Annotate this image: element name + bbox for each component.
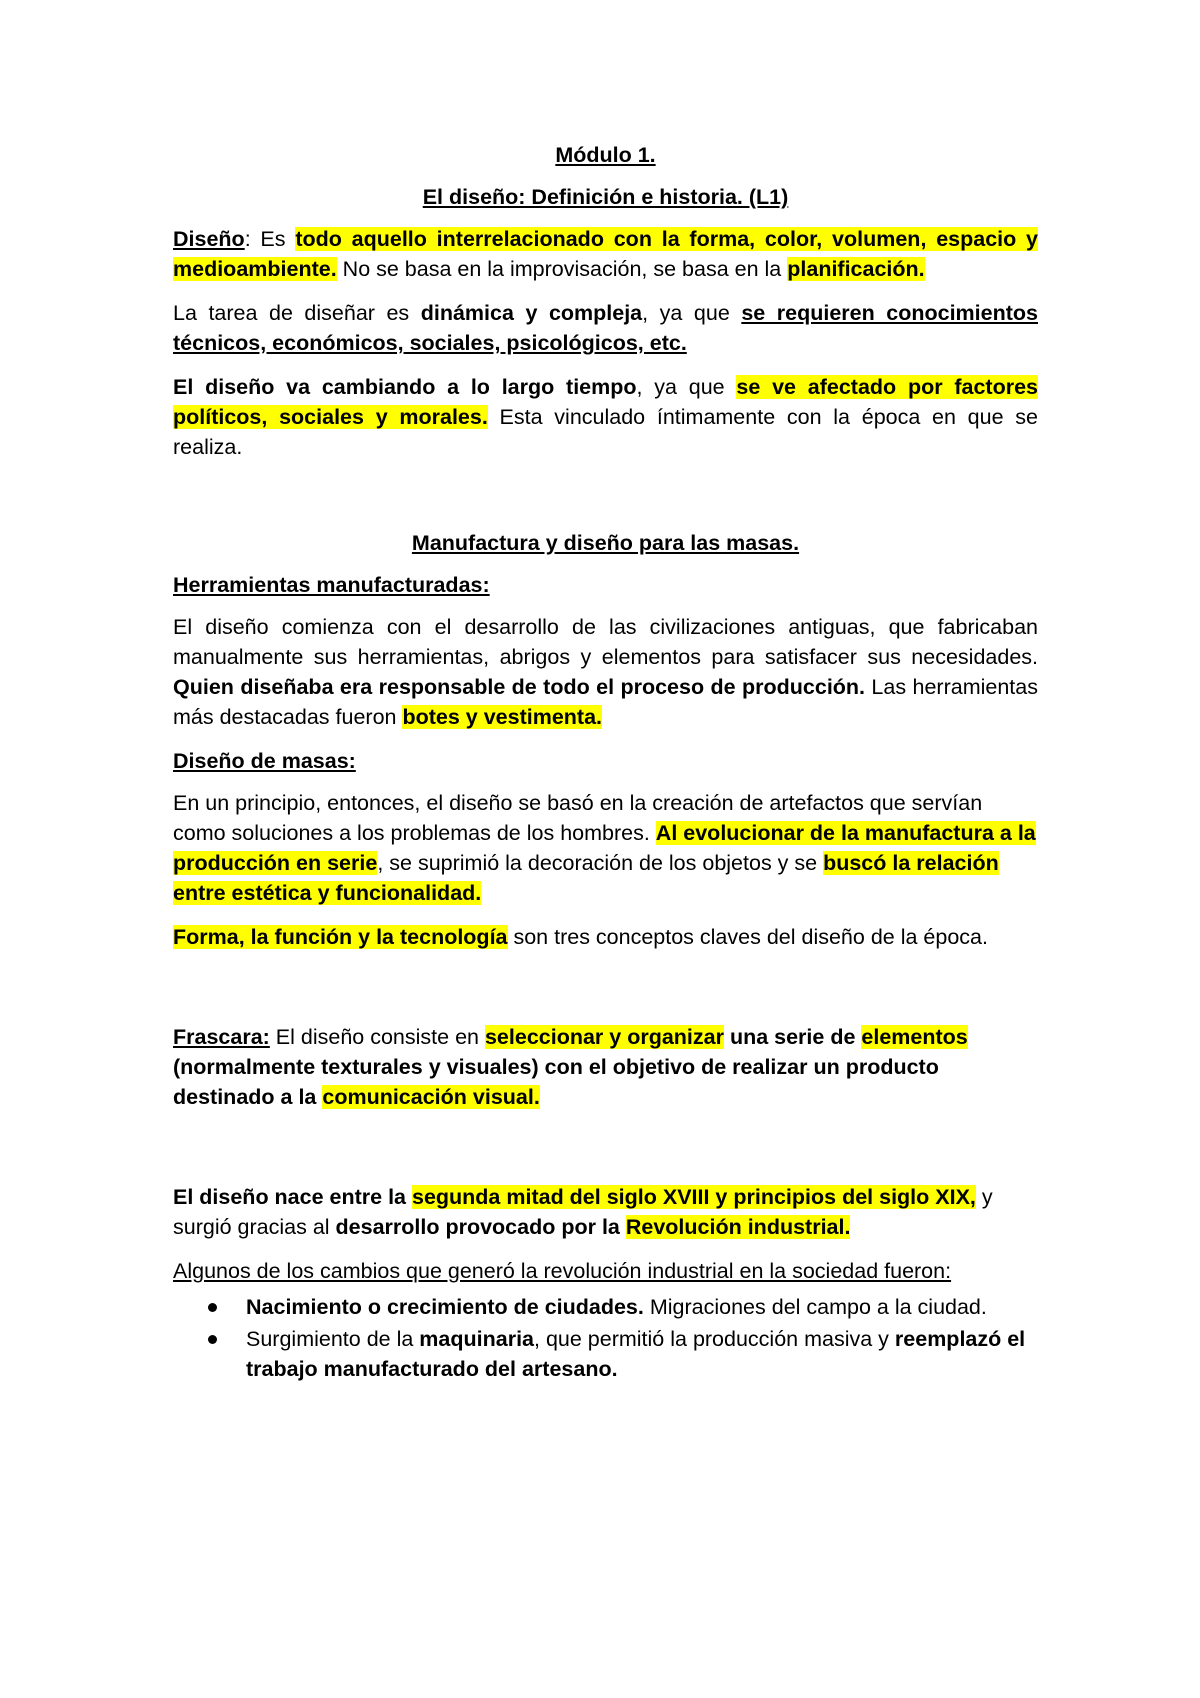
heading-tools: Herramientas manufacturadas: [173,573,490,597]
paragraph-changes-intro: Algunos de los cambios que generó la revolución industrial en la sociedad fueron: [173,1259,952,1283]
paragraph-task [173,298,1038,358]
list-item [246,1292,1038,1322]
heading-mass-design: Diseño de masas: [173,749,356,773]
highlight-segment: seleccionar y organizar [484,1025,724,1049]
list-item [246,1324,1038,1384]
text-segment: , se suprimió la decoración de los objetos y se [377,851,824,875]
bold-segment: reemplazó el trabajo manufacturado del artesano. [246,1327,1026,1381]
highlight-segment: se ve afectado por factores políticos, sociales y morales. [173,375,1038,429]
bold-segment: (normalmente texturales y visuales) con el objetivo de realizar un producto destinado a la [173,1055,939,1109]
module-title: Módulo 1. [555,143,656,167]
paragraph-mass-design [173,788,1038,908]
page-subtitle: El diseño: Definición e historia. (L1) [422,185,789,209]
bold-segment: Nacimiento o crecimiento de ciudades. [246,1295,644,1319]
bold-underline-segment: se requieren conocimientos técnicos, económicos, sociales, psicológicos, etc. [173,301,1038,355]
changes-list [173,1292,1038,1384]
section-title: Manufactura y diseño para las masas. [411,531,800,555]
highlight-segment: Revolución industrial. [625,1215,851,1239]
term-diseno: Diseño [173,227,245,251]
bullet-icon [208,1335,217,1344]
bold-segment: Quien diseñaba era responsable de todo el proceso de producción. [173,675,866,699]
bold-segment: dinámica y compleja [420,301,643,325]
text-segment: , ya que [636,375,737,399]
highlight-segment: segunda mitad del siglo XVIII y principios del siglo XIX, [411,1185,976,1209]
paragraph-change [173,372,1038,462]
bold-segment: El diseño va cambiando a lo largo tiempo [173,375,637,399]
highlight-segment: planificación. [787,257,925,281]
text-segment: , que permitió la producción masiva y [534,1327,895,1351]
highlight-segment: Al evolucionar de la manufactura a la producción en serie [173,821,1036,875]
text-segment: La tarea de diseñar es [173,301,421,325]
spacer [173,966,1038,1022]
highlight-segment: botes y vestimenta. [402,705,603,729]
highlight-segment: comunicación visual. [322,1085,540,1109]
term-frascara: Frascara: [173,1025,270,1049]
highlight-segment: todo aquello interrelacionado con la forma, color, volumen, espacio y medioambiente. [173,227,1038,281]
paragraph-frascara [173,1022,1038,1112]
text-segment: Migraciones del campo a la ciudad. [643,1295,987,1319]
text-segment: El diseño comienza con el desarrollo de las civilizaciones antiguas, que fabricaban manualmente sus herramientas, abrigos y elementos para satisfacer sus necesidades. [173,615,1038,669]
bullet-icon [208,1303,217,1312]
spacer [173,1126,1038,1182]
bold-segment: desarrollo provocado por la [335,1215,626,1239]
paragraph-concepts [173,922,1038,952]
text-segment: No se basa en la improvisación, se basa en la [336,257,788,281]
spacer [173,476,1038,528]
text-segment: El diseño consiste en [269,1025,485,1049]
bold-segment: una serie de [723,1025,862,1049]
text-segment: : Es [244,227,296,251]
text-segment: Esta vinculado íntimamente con la época en que se realiza. [173,405,1038,459]
text-segment: Las herramientas más destacadas fueron [173,675,1038,729]
text-segment: Surgimiento de la [246,1327,420,1351]
text-segment: son tres conceptos claves del diseño de la época. [507,925,988,949]
text-segment: En un principio, entonces, el diseño se basó en la creación de artefactos que servían como soluciones a los problemas de los hombres. [173,791,983,845]
paragraph-definition [173,224,1038,284]
paragraph-tools [173,612,1038,732]
highlight-segment: buscó la relación entre estética y funcionalidad. [173,851,999,905]
highlight-segment: elementos [861,1025,968,1049]
text-segment: y surgió gracias al [173,1185,993,1239]
text-segment: , ya que [642,301,742,325]
bold-segment: El diseño nace entre la [173,1185,412,1209]
bold-segment: maquinaria [419,1327,534,1351]
highlight-segment: Forma, la función y la tecnología [173,925,508,949]
paragraph-origin [173,1182,1038,1242]
